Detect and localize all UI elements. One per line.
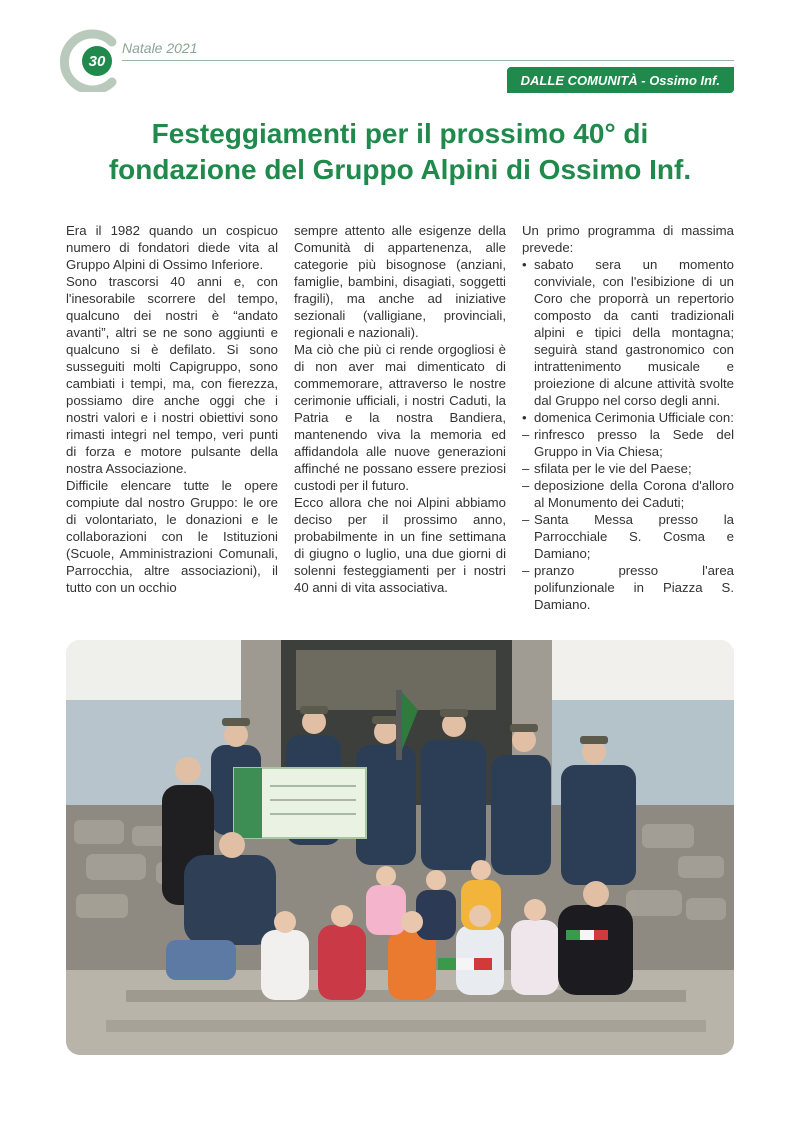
paragraph: Sono trascorsi 40 anni e, con l'inesorabile scorrere del tempo, qualcuno dei nostri è “andato avanti”, altri se ne sono aggiunti e qualcuno si è defilato. Si sono susseguiti molti Capigruppo, sono cambiati i tempi, ma, con fierezza, possiamo dire anche oggi che i nostri valori e i nostri obiettivi sono rimasti integri nel tempo, veri punti di forza e motore pulsante della nostra Associazione. bbox=[66, 274, 278, 476]
program-list bbox=[522, 256, 734, 613]
section-badge: DALLE COMUNITÀ - Ossimo Inf. bbox=[507, 67, 734, 93]
paragraph: Era il 1982 quando un cospicuo numero di fondatori diede vita al Gruppo Alpini di Ossimo Inferiore. bbox=[66, 223, 278, 272]
list-item: • domenica Cerimonia Ufficiale con: bbox=[522, 409, 734, 426]
group-photo bbox=[66, 640, 734, 1055]
list-item: – deposizione della Corona d'alloro al Monumento dei Caduti; bbox=[522, 477, 734, 511]
paragraph: Ma ciò che più ci rende orgogliosi è di non aver mai dimenticato di commemorare, attraverso le nostre cerimonie ufficiali, i nostri Caduti, la Patria e la nostra Bandiera, mantenendo viva la memoria ed affidandola alle nuove generazioni affinché ne possano essere preziosi custodi per il futuro. bbox=[294, 342, 506, 493]
list-item: – sfilata per le vie del Paese; bbox=[522, 460, 734, 477]
list-item: • sabato sera un momento conviviale, con l'esibizione di un Coro che proporrà un repertorio composto da canti tradizionali alpini e tipici della montagna; seguirà stand gastronomico con intrattenimento musicale e proiezione di alcune attività svolte dal Gruppo nel corso degli anni. bbox=[522, 256, 734, 409]
group-photo-illustration bbox=[66, 640, 734, 1055]
header-divider bbox=[122, 60, 734, 61]
text-column-1 bbox=[66, 222, 278, 596]
article-title bbox=[60, 116, 740, 188]
text-column-2 bbox=[294, 222, 506, 596]
title-line-1: Festeggiamenti per il prossimo 40° di bbox=[151, 118, 649, 149]
paragraph: Difficile elencare tutte le opere compiute dal nostro Gruppo: le ore di volontariato, le donazioni e le collaborazioni con le Istituzioni (Scuole, Amministrazioni Comunali, Parrocchia, altre associazioni), il tutto con un occhio bbox=[66, 478, 278, 595]
list-item: – Santa Messa presso la Parrocchiale S. Cosma e Damiano; bbox=[522, 511, 734, 562]
list-item: – pranzo presso l'area polifunzionale in Piazza S. Damiano. bbox=[522, 562, 734, 613]
text-column-3 bbox=[522, 222, 734, 613]
title-line-2: fondazione del Gruppo Alpini di Ossimo Inf. bbox=[108, 154, 692, 185]
paragraph: Ecco allora che noi Alpini abbiamo deciso per il prossimo anno, probabilmente in un fine settimana di giugno o luglio, una due giorni di solenni festeggiamenti per i nostri 40 anni di vita associativa. bbox=[294, 495, 506, 595]
page-number: 30 bbox=[82, 46, 112, 76]
paragraph: sempre attento alle esigenze della Comunità di appartenenza, alle categorie più bisognose (anziani, famiglie, bambini, disagiati, soggetti fragili), ma anche ad iniziative sezionali (valligiane, provinciali, regionali e nazionali). bbox=[294, 223, 506, 340]
list-item: – rinfresco presso la Sede del Gruppo in Via Chiesa; bbox=[522, 426, 734, 460]
issue-label: Natale 2021 bbox=[122, 40, 198, 56]
program-intro: Un primo programma di massima prevede: bbox=[522, 223, 734, 255]
